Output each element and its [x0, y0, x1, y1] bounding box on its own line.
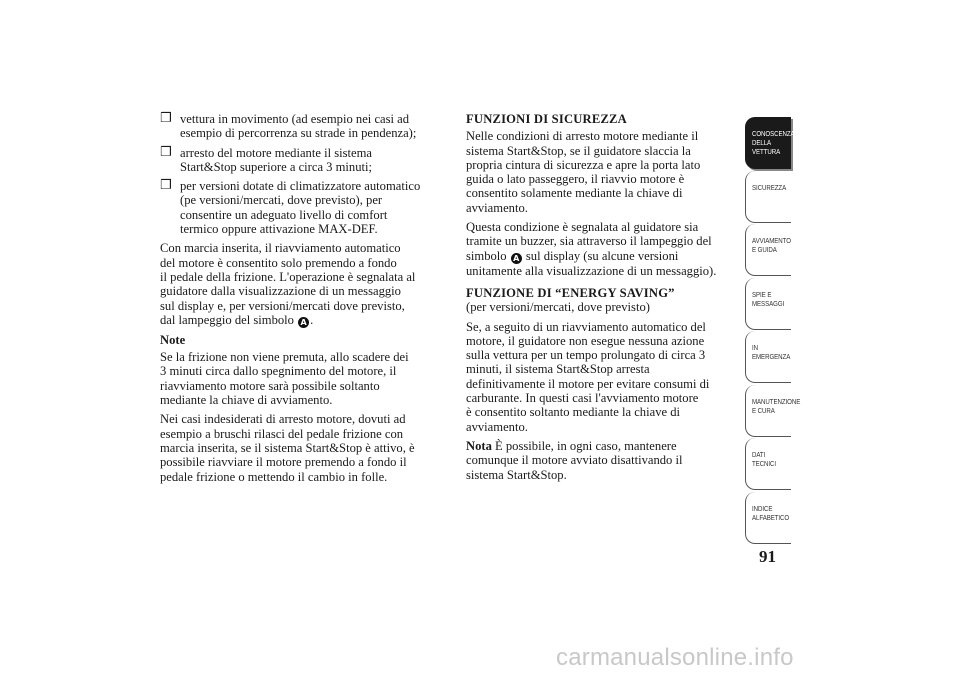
text-line: definitivamente il motore per evitare consumi di: [466, 376, 710, 391]
tab-label: MANUTENZIONE E CURA: [752, 396, 801, 415]
text-line: sistema Start&Stop, se il guidatore slaccia la: [466, 143, 691, 158]
text-line: minuti, il sistema Start&Stop arresta: [466, 362, 650, 377]
chapter-tabs: [745, 117, 801, 545]
checkbox-bullet-icon: ❒: [160, 111, 172, 126]
text-line: consentito solamente mediante la chiave di: [466, 186, 683, 201]
note-heading: Note: [160, 332, 186, 347]
tab-sicurezza[interactable]: [745, 171, 791, 223]
text-line: esempio a bruschi rilasci del pedale frizione con: [160, 426, 404, 441]
section-heading-safety: FUNZIONI DI SICUREZZA: [466, 112, 627, 126]
text-line: possibile riavviare il motore premendo a fondo il: [160, 455, 407, 470]
paragraph-buzzer: [466, 220, 738, 278]
text-line: guidatore dalla visualizzazione di un messaggio: [160, 284, 401, 299]
text-line: guida o lato passeggero, il riavvio motore è: [466, 172, 685, 187]
tab-dati-tecnici[interactable]: [745, 438, 791, 490]
text-line: Questa condizione è segnalata al guidatore sia: [466, 220, 699, 235]
text-line: termico oppure attivazione MAX-DEF.: [180, 222, 378, 237]
paragraph-note: [160, 350, 452, 407]
bullet-item-3: [160, 179, 452, 236]
tab-label: AVVIAMENTO E GUIDA: [752, 236, 791, 254]
text-line: .: [310, 312, 314, 327]
start-stop-symbol-icon: A: [298, 317, 309, 328]
text-line: Nei casi indesiderati di arresto motore, dovuti ad: [160, 412, 406, 427]
text-line: dal lampeggio del simbolo: [160, 312, 294, 327]
text-line: comunque il motore avviato disattivando il: [466, 453, 683, 468]
text-line: esempio di percorrenza su strade in pendenza);: [180, 126, 417, 141]
tab-label: SPIE E MESSAGGI: [752, 289, 785, 308]
text-line: sulla vettura per un tempo prolungato di circa 3: [466, 348, 706, 363]
tab-label: SICUREZZA: [752, 182, 787, 192]
tab-in-emergenza[interactable]: [745, 331, 791, 383]
start-stop-symbol-icon: A: [511, 253, 522, 264]
text-line: sistema Start&Stop.: [466, 467, 567, 482]
paragraph-safety: [466, 129, 738, 215]
text-line: propria cintura di sicurezza e apre la porta lato: [466, 157, 701, 172]
text-line: del motore è consentito solo premendo a fondo: [160, 255, 397, 270]
tab-label: DATI TECNICI: [752, 450, 777, 468]
text-line: avviamento.: [466, 419, 528, 434]
text-line: motore, il guidatore non esegue nessuna azione: [466, 333, 705, 348]
text-line: vettura in movimento (ad esempio nei casi ad: [180, 112, 410, 126]
left-column: [160, 112, 452, 489]
watermark-text: carmanualsonline.info: [556, 644, 794, 671]
text-line: tramite un buzzer, sia attraverso il lampeggio del: [466, 234, 712, 249]
text-line: Con marcia inserita, il riavviamento automatico: [160, 241, 401, 256]
text-line: sul display (su alcune versioni: [525, 248, 679, 263]
tab-avviamento-e-guida[interactable]: [745, 224, 791, 276]
text-line: arresto del motore mediante il sistema: [180, 145, 372, 160]
text-line: mediante la chiave di avviamento.: [160, 393, 333, 408]
text-line: 3 minuti circa dallo spegnimento del motore, il: [160, 364, 397, 379]
section-heading-energy-saving: FUNZIONE DI “ENERGY SAVING”: [466, 285, 675, 300]
tab-label: IN EMERGENZA: [752, 343, 791, 361]
text-line: Nelle condizioni di arresto motore mediante il: [466, 129, 699, 144]
text-line: avviamento.: [466, 200, 528, 215]
paragraph-energy-saving: [466, 320, 738, 434]
text-line: (pe versioni/mercati, dove previsto), per: [180, 193, 383, 208]
paragraph-nota: [466, 439, 738, 482]
tab-conoscenza-della-vettura[interactable]: [745, 117, 795, 169]
paragraph-undesired-stop: [160, 412, 452, 483]
bullet-item-2: [160, 146, 452, 175]
bullet-item-1: [160, 112, 452, 141]
text-line: sul display e, per versioni/mercati dove previsto,: [160, 298, 405, 313]
text-line: Se la frizione non viene premuta, allo scadere dei: [160, 350, 409, 365]
tab-spie-e-messaggi[interactable]: [745, 278, 791, 330]
text-line: È possibile, in ogni caso, mantenere: [495, 438, 677, 453]
text-line: per versioni dotate di climatizzatore automatico: [180, 179, 421, 194]
text-line: è consentito soltanto mediante la chiave di: [466, 405, 681, 420]
text-line: marcia inserita, se il sistema Start&Stop è attivo, è: [160, 440, 415, 455]
checkbox-bullet-icon: ❒: [160, 144, 172, 160]
page-number: 91: [759, 547, 776, 566]
tab-indice-alfabetico[interactable]: [745, 492, 791, 544]
tab-manutenzione-e-cura[interactable]: [745, 385, 801, 437]
energy-saving-subtitle: (per versioni/mercati, dove previsto): [466, 300, 650, 315]
text-line: unitamente alla visualizzazione di un messaggio).: [466, 263, 717, 278]
text-line: il pedale della frizione. L'operazione è segnalata al: [160, 269, 416, 284]
paragraph-clutch-restart: [160, 241, 452, 327]
text-line: riavviamento motore sarà possibile soltanto: [160, 378, 380, 393]
checkbox-bullet-icon: ❒: [160, 178, 172, 194]
tab-label: INDICE ALFABETICO: [752, 503, 790, 522]
tab-label: CONOSCENZA DELLA VETTURA: [752, 129, 795, 156]
text-line: carburante. In questi casi l'avviamento motore: [466, 391, 699, 406]
right-column: [466, 112, 738, 487]
text-line: Se, a seguito di un riavviamento automatico del: [466, 319, 706, 334]
text-line: consentire un adeguato livello di comfort: [180, 207, 388, 222]
text-line: simbolo: [466, 248, 507, 263]
nota-label: Nota: [466, 438, 492, 453]
text-line: pedale frizione o mettendo il cambio in folle.: [160, 469, 388, 484]
text-line: Start&Stop superiore a circa 3 minuti;: [180, 159, 373, 174]
